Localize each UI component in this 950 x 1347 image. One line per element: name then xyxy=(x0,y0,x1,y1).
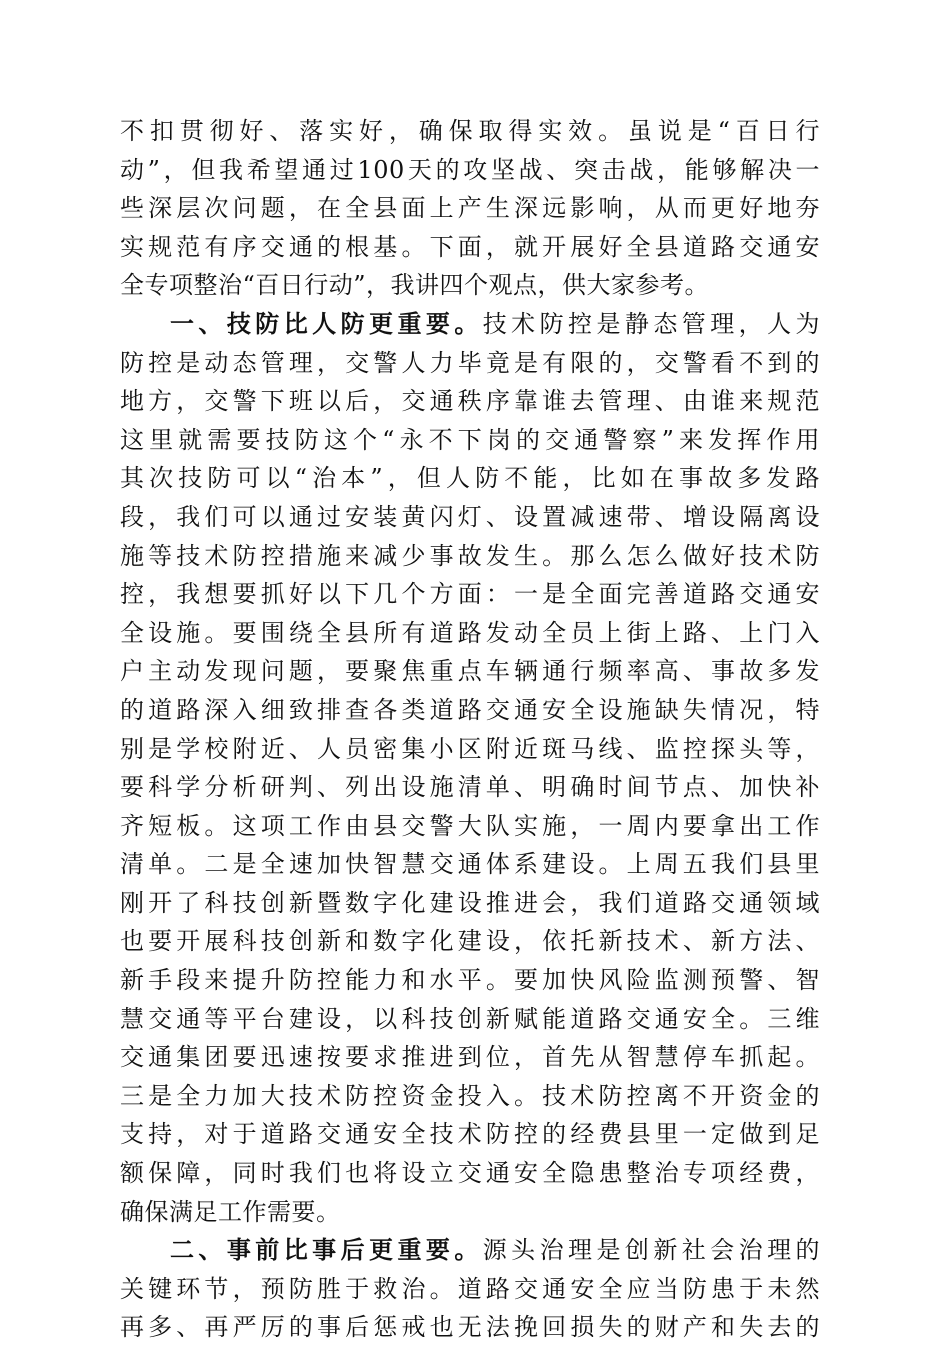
text-run: 源头治理是创新社会治理的 xyxy=(482,1236,820,1265)
text-line: 别是学校附近、人员密集小区附近斑马线、监控探头等， xyxy=(120,734,820,763)
text-line: 些深层次问题，在全县面上产生深远影响，从而更好地夯 xyxy=(120,194,820,223)
text-line: 户主动发现问题，要聚焦重点车辆通行频率高、事故多发 xyxy=(120,657,820,686)
text-line: 实规范有序交通的根基。下面，就开展好全县道路交通安 xyxy=(120,232,820,261)
section-heading: 一、技防比人防更重要。 xyxy=(170,309,483,338)
text-line: 额保障，同时我们也将设立交通安全隐患整治专项经费， xyxy=(120,1159,820,1188)
text-line: 交通集团要迅速按要求推进到位，首先从智慧停车抓起。 xyxy=(120,1043,820,1072)
text-run: 技术防控是静态管理，人为 xyxy=(482,309,820,338)
text-line: 的道路深入细致排查各类道路交通安全设施缺失情况，特 xyxy=(120,695,820,724)
text-line: 不扣贯彻好、落实好，确保取得实效。虽说是“百日行 xyxy=(120,117,820,145)
section-heading: 二、事前比事后更重要。 xyxy=(170,1236,483,1265)
text-line: 全设施。要围绕全县所有道路发动全员上街上路、上门入 xyxy=(120,618,820,647)
text-line: 这里就需要技防这个“永不下岗的交通警察”来发挥作用 xyxy=(120,425,820,454)
text-line: 控，我想要抓好以下几个方面：一是全面完善道路交通安 xyxy=(120,580,820,609)
text-line: 慧交通等平台建设，以科技创新赋能道路交通安全。三维 xyxy=(120,1004,820,1033)
text-line: 也要开展科技创新和数字化建设，依托新技术、新方法、 xyxy=(120,927,820,956)
text-line: 新手段来提升防控能力和水平。要加快风险监测预警、智 xyxy=(120,966,820,995)
section-heading-line xyxy=(120,1231,820,1270)
text-line: 关键环节，预防胜于救治。道路交通安全应当防患于未然 xyxy=(120,1274,820,1303)
section-heading-line xyxy=(120,305,820,344)
text-line: 清单。二是全速加快智慧交通体系建设。上周五我们县里 xyxy=(120,850,820,879)
text-line: 施等技术防控措施来减少事故发生。那么怎么做好技术防 xyxy=(120,541,820,570)
text-line: 刚开了科技创新暨数字化建设推进会，我们道路交通领域 xyxy=(120,888,820,917)
text-line: 其次技防可以“治本”，但人防不能，比如在事故多发路 xyxy=(120,464,820,493)
text-line: 要科学分析研判、列出设施清单、明确时间节点、加快补 xyxy=(120,773,820,802)
text-line: 齐短板。这项工作由县交警大队实施，一周内要拿出工作 xyxy=(120,811,820,840)
text-line: 再多、再严厉的事后惩戒也无法挽回损失的财产和失去的 xyxy=(120,1313,820,1342)
text-line: 确保满足工作需要。 xyxy=(120,1197,341,1226)
text-line: 地方，交警下班以后，交通秩序靠谁去管理、由谁来规范 xyxy=(120,387,820,416)
text-line: 支持，对于道路交通安全技术防控的经费县里一定做到足 xyxy=(120,1120,820,1149)
body-text xyxy=(120,112,820,1347)
text-line: 防控是动态管理，交警人力毕竟是有限的，交警看不到的 xyxy=(120,348,820,377)
text-line: 三是全力加大技术防控资金投入。技术防控离不开资金的 xyxy=(120,1081,820,1110)
text-line: 段，我们可以通过安装黄闪灯、设置减速带、增设隔离设 xyxy=(120,502,820,531)
text-line: 全专项整治“百日行动”，我讲四个观点，供大家参考。 xyxy=(120,271,710,300)
text-line: 动”，但我希望通过100天的攻坚战、突击战，能够解决一 xyxy=(120,155,820,184)
